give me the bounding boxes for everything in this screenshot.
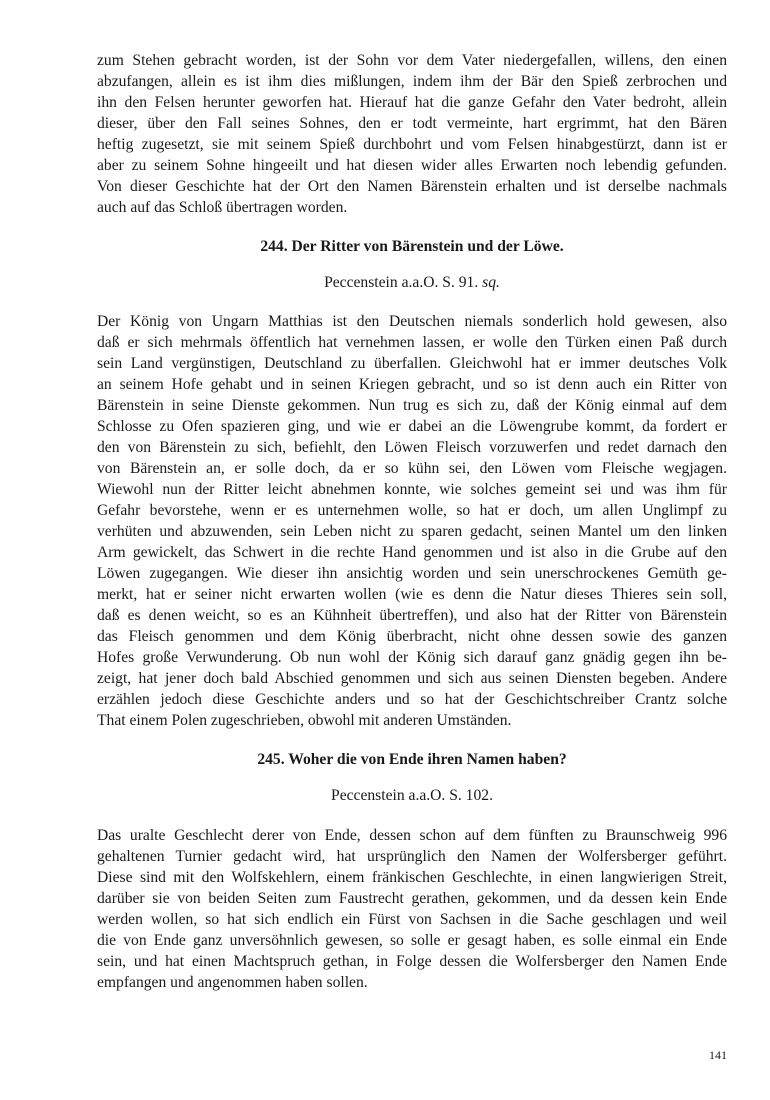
text-line: ihn den Felsen herunter geworfen hat. Hierauf hat die ganze Gefahr den Vater bedroht, allein [97,94,727,111]
text-line: verhüten und abzuwenden, sein Leben nicht zu sparen gedacht, seinen Mantel um den linken [97,523,727,540]
text-line: die von Ende ganz unversöhnlich gewesen, so solle er gesagt haben, es solle einmal ein Ende [97,932,727,949]
text-line: zum Stehen gebracht worden, ist der Sohn vor dem Vater niedergefallen, willens, den einen [97,52,727,69]
text-line: darüber sie von beiden Seiten zum Faustrecht gerathen, gekommen, und da dessen kein Ende [97,890,727,907]
source-italic: sq. [482,274,500,291]
source-citation-245: Peccenstein a.a.O. S. 102. [331,787,493,804]
text-line: Wiewohl nun der Ritter leicht abnehmen konnte, wie solches gemeint sei und was ihm für [97,481,727,498]
text-line: zeigt, hat jener doch bald Abschied genommen und sich aus seinen Diensten begeben. Andere [97,670,727,687]
text-line: daß er sich mehrmals öffentlich hat vernehmen lassen, er wolle den Türken einen Paß durch [97,334,727,351]
text-line: daß es denen weicht, so es an Kühnheit übertreffen), und also hat der Ritter von Bärenstein [97,607,727,624]
text-line: That einem Polen zugeschrieben, obwohl mit anderen Umständen. [97,712,512,729]
text-line: Gefahr bevorstehe, wenn er es unternehmen wolle, so hat er doch, um allen Unglimpf zu [97,502,727,519]
text-line: Der König von Ungarn Matthias ist den Deutschen niemals sonderlich hold gewesen, also [97,313,727,330]
text-line: gehaltenen Turnier gedacht wird, hat ursprünglich den Namen der Wolfersberger geführt. [97,848,727,865]
source-text: Peccenstein a.a.O. S. 91. [324,274,483,291]
section-title-245: 245. Woher die von Ende ihren Namen haben? [257,751,567,768]
text-line: heftig zugesetzt, sie mit seinem Spieß durchbohrt und vom Felsen hinabgestürzt, dann ist er [97,136,727,153]
text-line: Hofes große Verwunderung. Ob nun wohl der König sich darauf ganz gnädig gegen ihn be- [97,649,727,666]
text-line: den von Bärenstein zu sich, befiehlt, den Löwen Fleisch vorzuwerfen und redet darnach den [97,439,727,456]
text-line: Schlosse zu Ofen spazieren ging, und wie er dabei an die Löwengrube kommt, da fordert er [97,418,727,435]
source-citation-244 [97,272,727,293]
text-line: aber zu seinem Sohne hingeeilt und hat diesen wider alles Erwarten noch lebendig gefunden. [97,157,727,174]
text-line: Das uralte Geschlecht derer von Ende, dessen schon auf dem fünften zu Braunschweig 996 [97,827,727,844]
text-line: Arm gewickelt, das Schwert in die rechte Hand genommen und ist also in die Grube auf den [97,544,727,561]
text-line: das Fleisch genommen und dem König überbracht, nicht ohne dessen sowie des ganzen [97,628,727,645]
text-line: dieser, über den Fall seines Sohnes, den er todt vermeinte, hart ergrimmt, hat den Bären [97,115,727,132]
text-line: sein, und hat einen Machtspruch gethan, in Folge dessen die Wolfersberger den Namen Ende [97,953,727,970]
text-line: Diese sind mit den Wolfskehlern, einem fränkischen Geschlechte, in einen langwierigen Streit, [97,869,727,886]
text-line: Löwen zugegangen. Wie dieser ihn ansichtig worden und sein unerschrockenes Gemüth ge- [97,565,727,582]
page-number: 141 [709,1048,727,1062]
text-line: auch auf das Schloß übertragen worden. [97,199,348,216]
text-line: an seinem Hofe gehabt und in seinen Kriegen gebracht, und so ist denn auch ein Ritter von [97,376,727,393]
text-line: Von dieser Geschichte hat der Ort den Namen Bärenstein erhalten und ist derselbe nachmals [97,178,727,195]
text-line: werden wollen, so hat sich endlich ein Fürst von Sachsen in die Sache geschlagen und weil [97,911,727,928]
text-line: empfangen und angenommen haben sollen. [97,974,368,991]
section-title-244: 244. Der Ritter von Bärenstein und der Löwe. [260,238,564,255]
text-line: sein Land vergünstigen, Deutschland zu überfallen. Gleichwohl hat er immer deutsches Volk [97,355,727,372]
text-line: abzufangen, allein es ist ihm dies mißlungen, indem ihm der Bär den Spieß zerbrochen und [97,73,727,90]
text-line: von Bärenstein an, er solle doch, da er so kühn sei, den Löwen vom Fleische wegjagen. [97,460,727,477]
text-line: erzählen jedoch diese Geschichte anders und so hat der Geschichtschreiber Crantz solche [97,691,727,708]
text-line: merkt, hat er seiner nicht erwarten wollen (wie es denn die Natur dieses Thieres sein soll, [97,586,727,603]
text-line: Bärenstein in seine Dienste gekommen. Nun trug es sich zu, daß der König einmal auf dem [97,397,727,414]
